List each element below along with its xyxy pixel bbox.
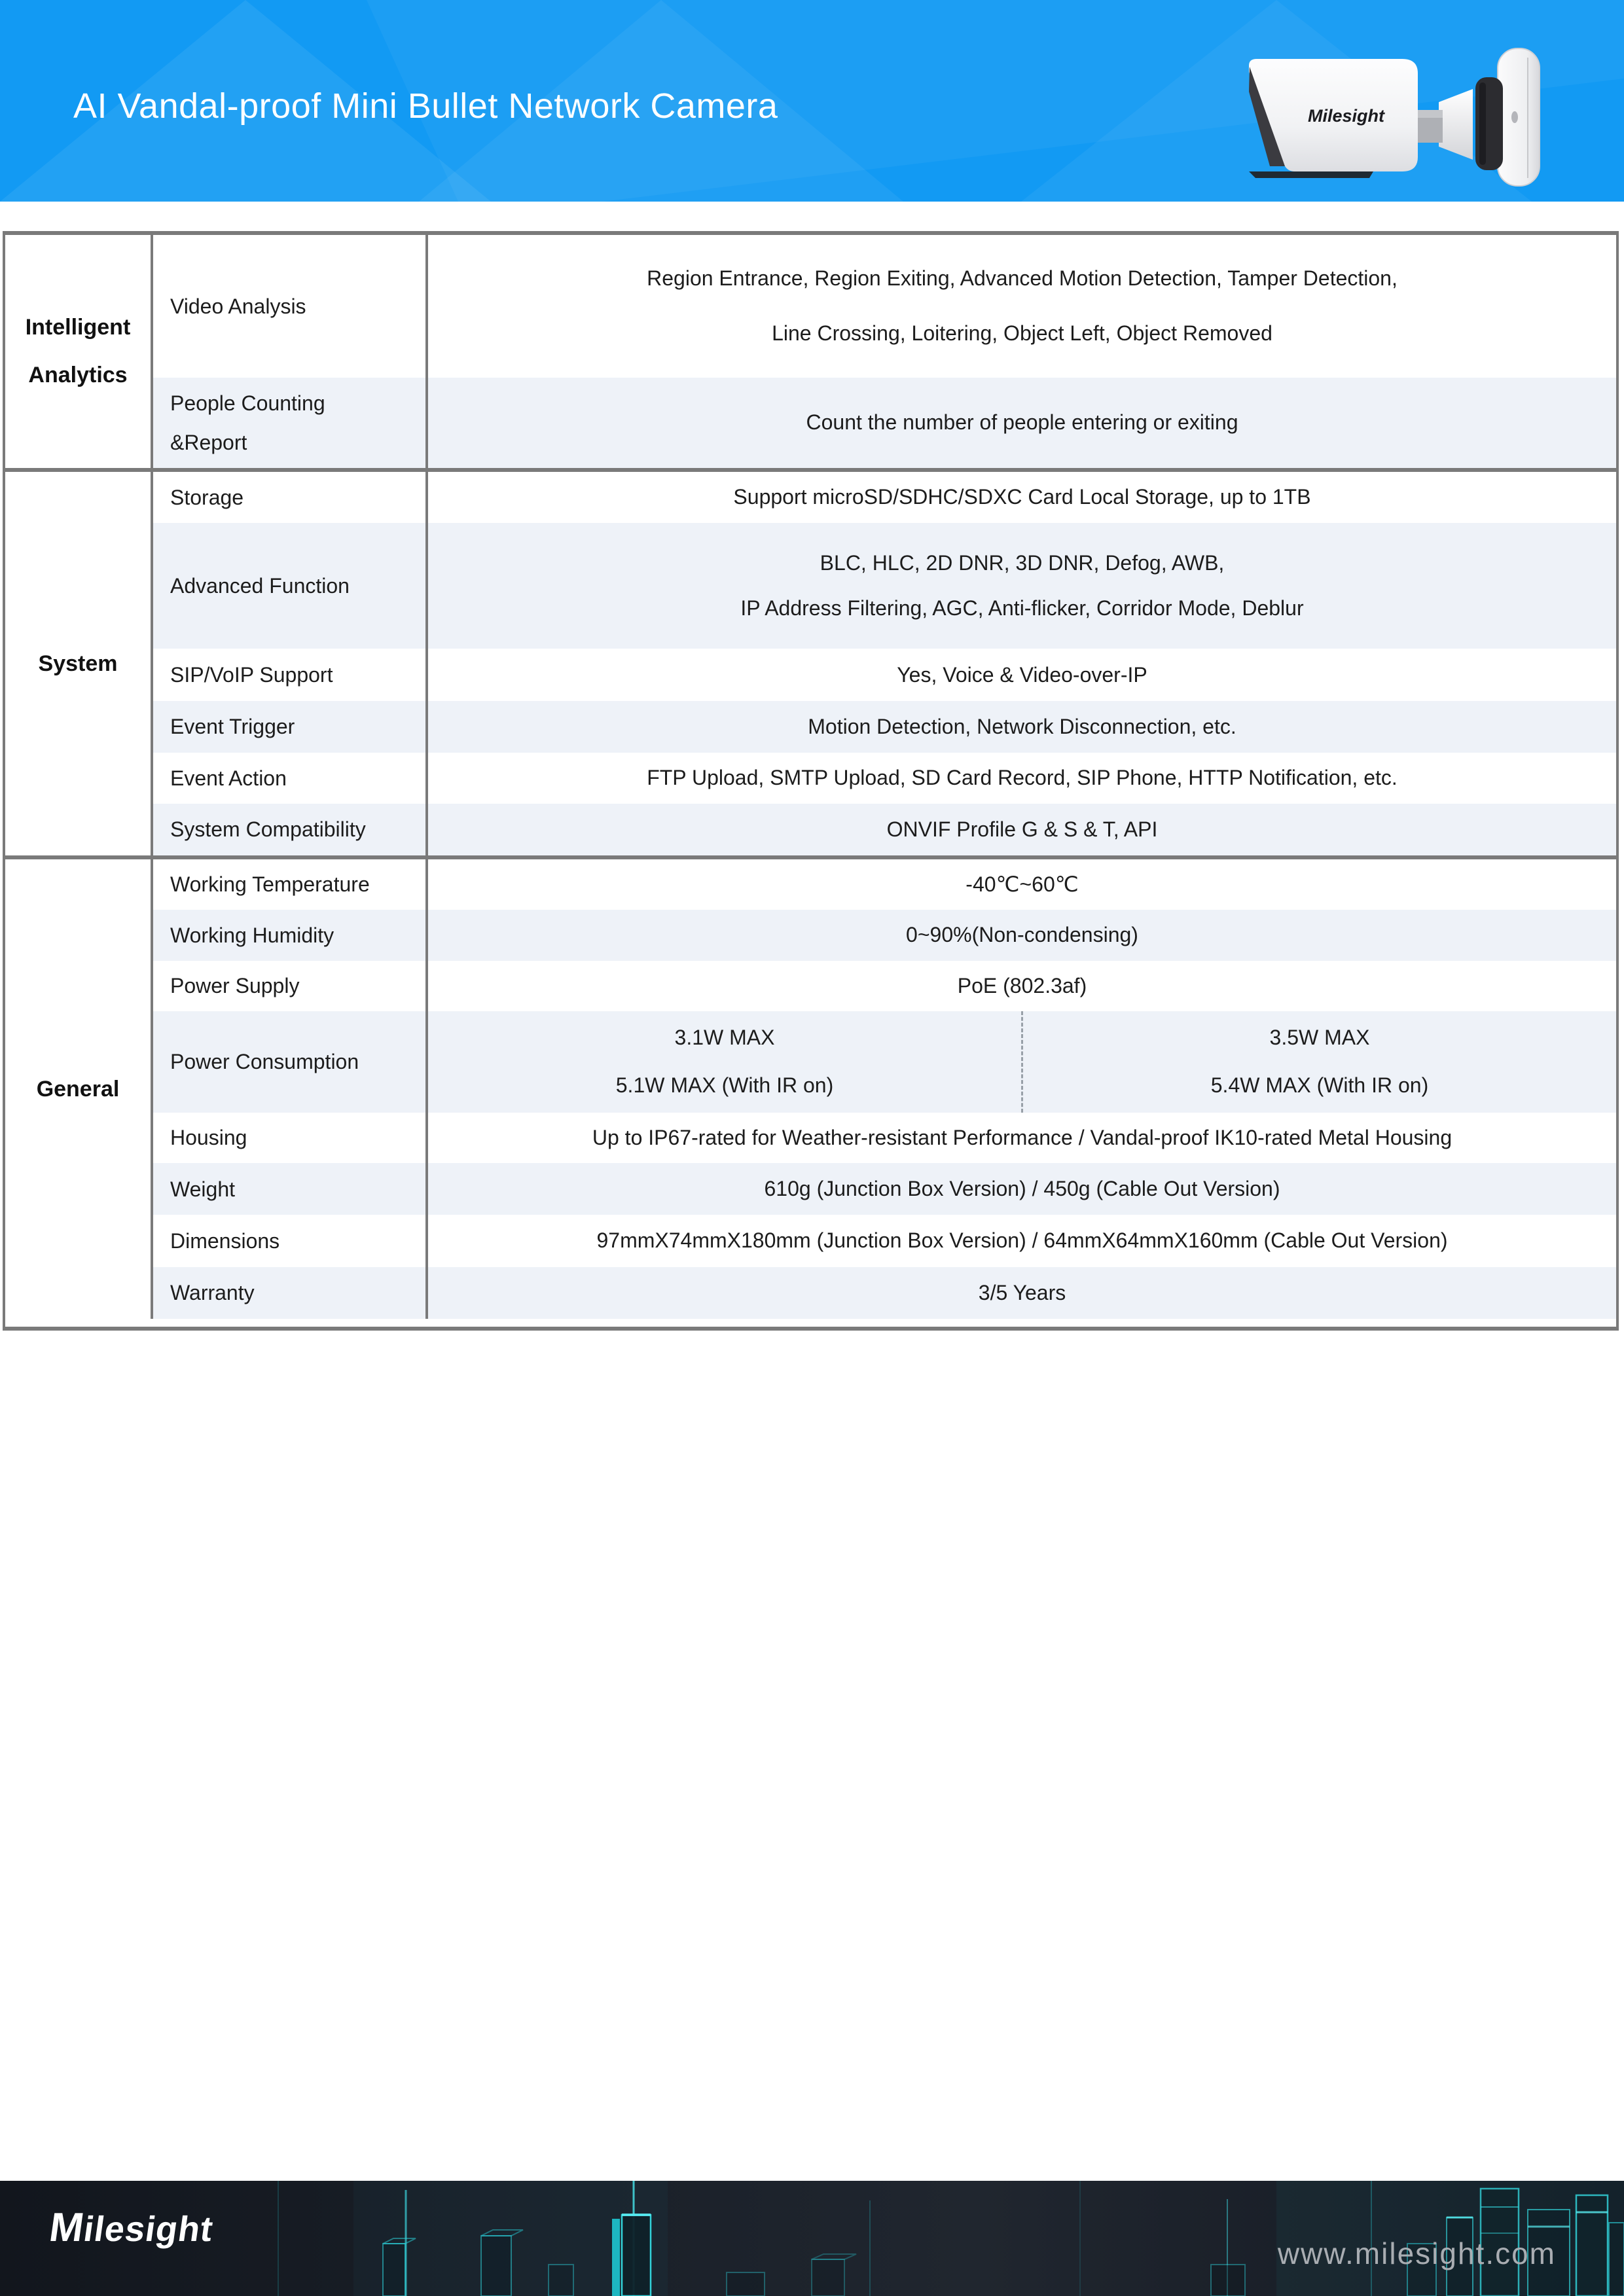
row-label (153, 859, 428, 910)
section-label-line: System (38, 651, 118, 676)
row-value-line: 0~90%(Non-condensing) (906, 923, 1138, 947)
row-value (428, 472, 1616, 523)
row-label (153, 1267, 428, 1319)
row-label-text: &Report (170, 431, 247, 454)
milesight-logo-m: M (46, 2205, 88, 2250)
row-value (428, 804, 1616, 855)
table-row (153, 235, 1616, 378)
section-rows (153, 235, 1616, 468)
header-banner (0, 0, 1624, 202)
row-value-line: 3.1W MAX (674, 1025, 775, 1049)
row-value (428, 1267, 1616, 1319)
camera-brand-text: Milesight (1308, 106, 1385, 126)
section-rows (153, 859, 1616, 1319)
row-label (153, 523, 428, 649)
table-row (153, 1113, 1616, 1163)
row-value-line: 3.5W MAX (1269, 1025, 1370, 1049)
table-row (153, 910, 1616, 960)
row-value (428, 1163, 1616, 1215)
camera-bottom-shadow (1249, 171, 1373, 178)
bullet-camera-product-image (1208, 31, 1553, 192)
row-value-split (428, 1011, 1616, 1113)
section-label-line: Analytics (28, 363, 128, 387)
section-label-line: General (36, 1076, 120, 1102)
section-label (5, 859, 153, 1319)
row-label (153, 378, 428, 468)
row-value-line: 3/5 Years (978, 1280, 1066, 1304)
row-label (153, 472, 428, 523)
section-label (5, 235, 153, 468)
row-value-line: Region Entrance, Region Exiting, Advanced Motion Detection, Tamper Detection, (647, 266, 1398, 291)
table-row (153, 649, 1616, 701)
row-value-line: 97mmX74mmX180mm (Junction Box Version) / 64mmX64mmX160mm (Cable Out Version) (596, 1229, 1448, 1253)
row-label (153, 1163, 428, 1215)
row-label-text: SIP/VoIP Support (170, 663, 333, 687)
row-label-text: Weight (170, 1177, 236, 1201)
row-value (428, 753, 1616, 804)
power-consumption-right (1021, 1011, 1616, 1113)
row-value-line: IP Address Filtering, AGC, Anti-flicker, Corridor Mode, Deblur (740, 596, 1304, 620)
row-value-line: 610g (Junction Box Version) / 450g (Cable Out Version) (764, 1176, 1280, 1200)
table-row-power-consumption (153, 1011, 1616, 1113)
row-value-line: Line Crossing, Loitering, Object Left, Object Removed (772, 321, 1272, 345)
row-label-text: Housing (170, 1126, 247, 1150)
table-row (153, 1215, 1616, 1266)
row-value (428, 523, 1616, 649)
row-label (153, 753, 428, 804)
table-row (153, 378, 1616, 468)
table-row (153, 1267, 1616, 1319)
row-value-line: ONVIF Profile G & S & T, API (886, 817, 1158, 841)
row-label-text: System Compatibility (170, 817, 366, 842)
milesight-logo-text: ilesight (81, 2210, 216, 2249)
table-row (153, 523, 1616, 649)
row-value-line: 5.1W MAX (With IR on) (615, 1073, 834, 1098)
row-label (153, 804, 428, 855)
row-label-text: Warranty (170, 1281, 255, 1305)
row-label-text: Working Humidity (170, 923, 334, 947)
row-value (428, 235, 1616, 378)
spec-table (3, 231, 1619, 1331)
table-row (153, 472, 1616, 523)
row-label (153, 235, 428, 378)
row-value-line: Yes, Voice & Video-over-IP (897, 662, 1147, 687)
row-value (428, 1113, 1616, 1163)
table-row (153, 753, 1616, 804)
row-value (428, 378, 1616, 468)
row-value-line: Motion Detection, Network Disconnection, etc. (808, 714, 1236, 738)
row-label-text: Storage (170, 485, 244, 509)
row-value (428, 859, 1616, 910)
row-value-line: PoE (802.3af) (957, 973, 1087, 997)
row-label-text: Event Trigger (170, 715, 295, 739)
footer-banner (0, 2181, 1624, 2296)
section-label (5, 472, 153, 855)
power-consumption-left (428, 1011, 1021, 1113)
row-value (428, 1215, 1616, 1266)
row-value (428, 961, 1616, 1011)
row-value-line: BLC, HLC, 2D DNR, 3D DNR, Defog, AWB, (820, 550, 1225, 575)
row-label-text: Event Action (170, 766, 287, 790)
website-url: www.milesight.com (1277, 2236, 1556, 2270)
section-general (5, 855, 1616, 1319)
row-value-line: FTP Upload, SMTP Upload, SD Card Record, SIP Phone, HTTP Notification, etc. (647, 765, 1398, 789)
row-label-text: People Counting (170, 391, 325, 415)
camera-mount-plate (1498, 48, 1540, 186)
table-row (153, 804, 1616, 855)
row-label-text: Advanced Function (170, 574, 350, 598)
row-label (153, 1113, 428, 1163)
table-row (153, 961, 1616, 1011)
section-system (5, 468, 1616, 855)
row-value-line: Support microSD/SDHC/SDXC Card Local Storage, up to 1TB (733, 485, 1311, 509)
row-label (153, 961, 428, 1011)
row-label (153, 649, 428, 701)
camera-cone-joint (1439, 89, 1473, 160)
row-value-line: -40℃~60℃ (965, 872, 1079, 896)
row-value-line: Count the number of people entering or exiting (806, 410, 1238, 435)
row-label-text: Working Temperature (170, 872, 370, 897)
row-value (428, 910, 1616, 960)
row-value (428, 701, 1616, 752)
row-label-text: Power Consumption (170, 1050, 359, 1074)
table-row (153, 701, 1616, 752)
row-label-text: Dimensions (170, 1229, 280, 1253)
row-label (153, 701, 428, 752)
section-label-line: Intelligent (25, 315, 131, 340)
section-intelligent-analytics (5, 235, 1616, 468)
row-value (428, 649, 1616, 701)
row-label (153, 1011, 428, 1113)
section-rows (153, 472, 1616, 855)
page-title: AI Vandal-proof Mini Bullet Network Camera (73, 86, 778, 126)
row-label (153, 910, 428, 960)
row-value-line: 5.4W MAX (With IR on) (1210, 1073, 1429, 1098)
milesight-logo (46, 2204, 217, 2251)
row-label-text: Video Analysis (170, 294, 306, 318)
table-row (153, 859, 1616, 910)
row-value-line: Up to IP67-rated for Weather-resistant Performance / Vandal-proof IK10-rated Metal Housing (592, 1125, 1453, 1149)
table-row (153, 1163, 1616, 1215)
row-label-text: Power Supply (170, 974, 300, 998)
row-label (153, 1215, 428, 1266)
